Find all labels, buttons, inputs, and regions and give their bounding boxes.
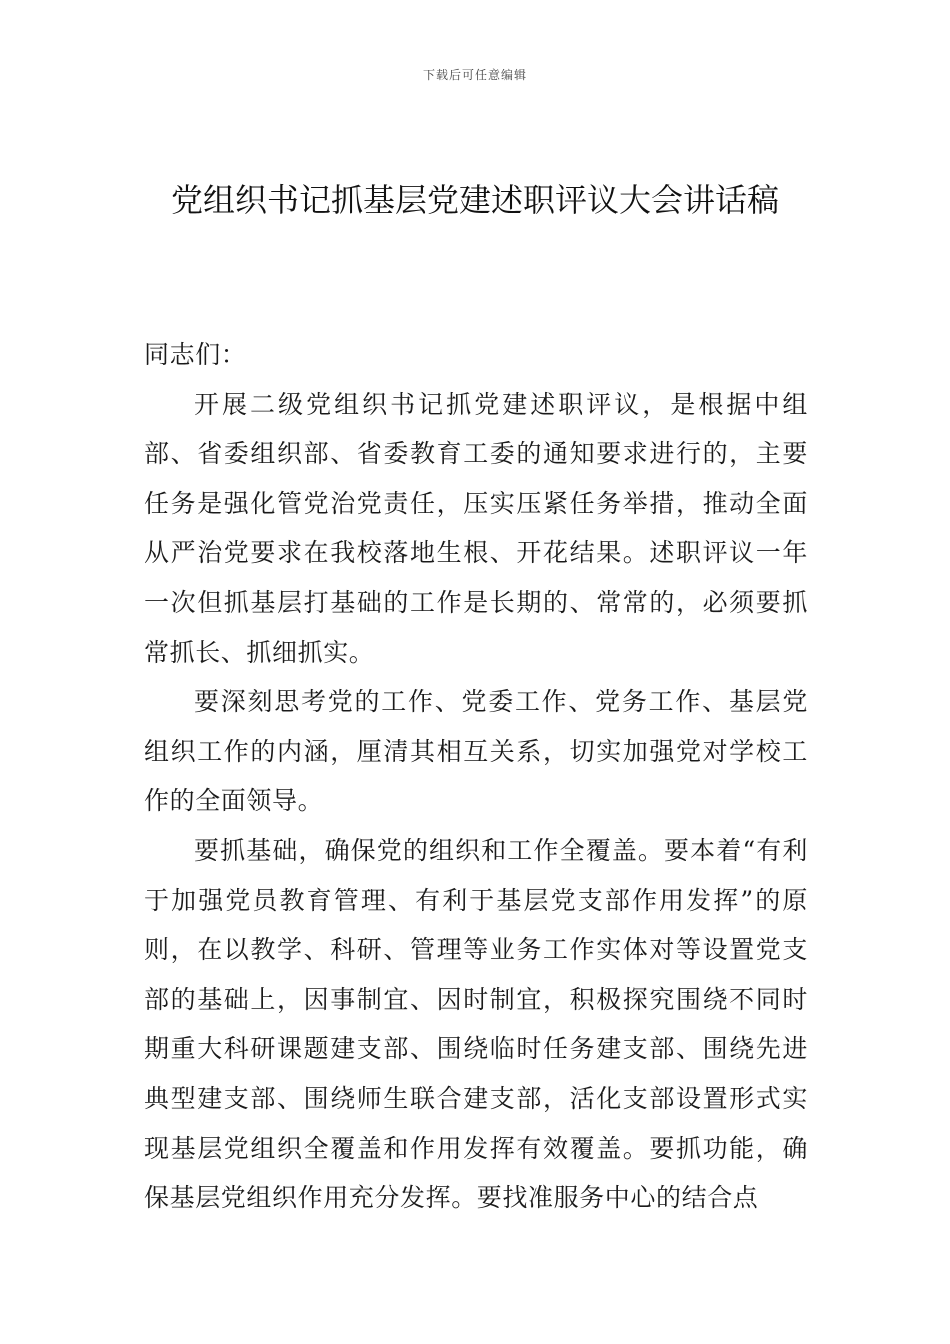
salutation: 同志们： <box>144 340 247 369</box>
paragraph-1: 开展二级党组织书记抓党建述职评议，是根据中组部、省委组织部、省委教育工委的通知要求进行的，主要任务是强化管党治党责任，压实压紧任务举措，推动全面从严治党要求在我校落地生根、开花结果。述职评议一年一次但抓基层打基础的工作是长期的、常常的，必须要抓常抓长、抓细抓实。 <box>144 389 808 667</box>
header-note: 下载后可任意编辑 <box>422 68 527 82</box>
document-body <box>144 330 808 1223</box>
document-title: 党组织书记抓基层党建述职评议大会讲话稿 <box>170 181 779 219</box>
paragraph-2: 要深刻思考党的工作、党委工作、党务工作、基层党组织工作的内涵，厘清其相互关系，切实加强党对学校工作的全面领导。 <box>144 687 808 816</box>
paragraph-3: 要抓基础，确保党的组织和工作全覆盖。要本着“有利于加强党员教育管理、有利于基层党支部作用发挥”的原则，在以教学、科研、管理等业务工作实体对等设置党支部的基础上，因事制宜、因时制宜，积极探究围绕不同时期重大科研课题建支部、围绕临时任务建支部、围绕先进典型建支部、围绕师生联合建支部，活化支部设置形式实现基层党组织全覆盖和作用发挥有效覆盖。要抓功能，确保基层党组织作用充分发挥。要找准服务中心的结合点 <box>144 835 808 1213</box>
